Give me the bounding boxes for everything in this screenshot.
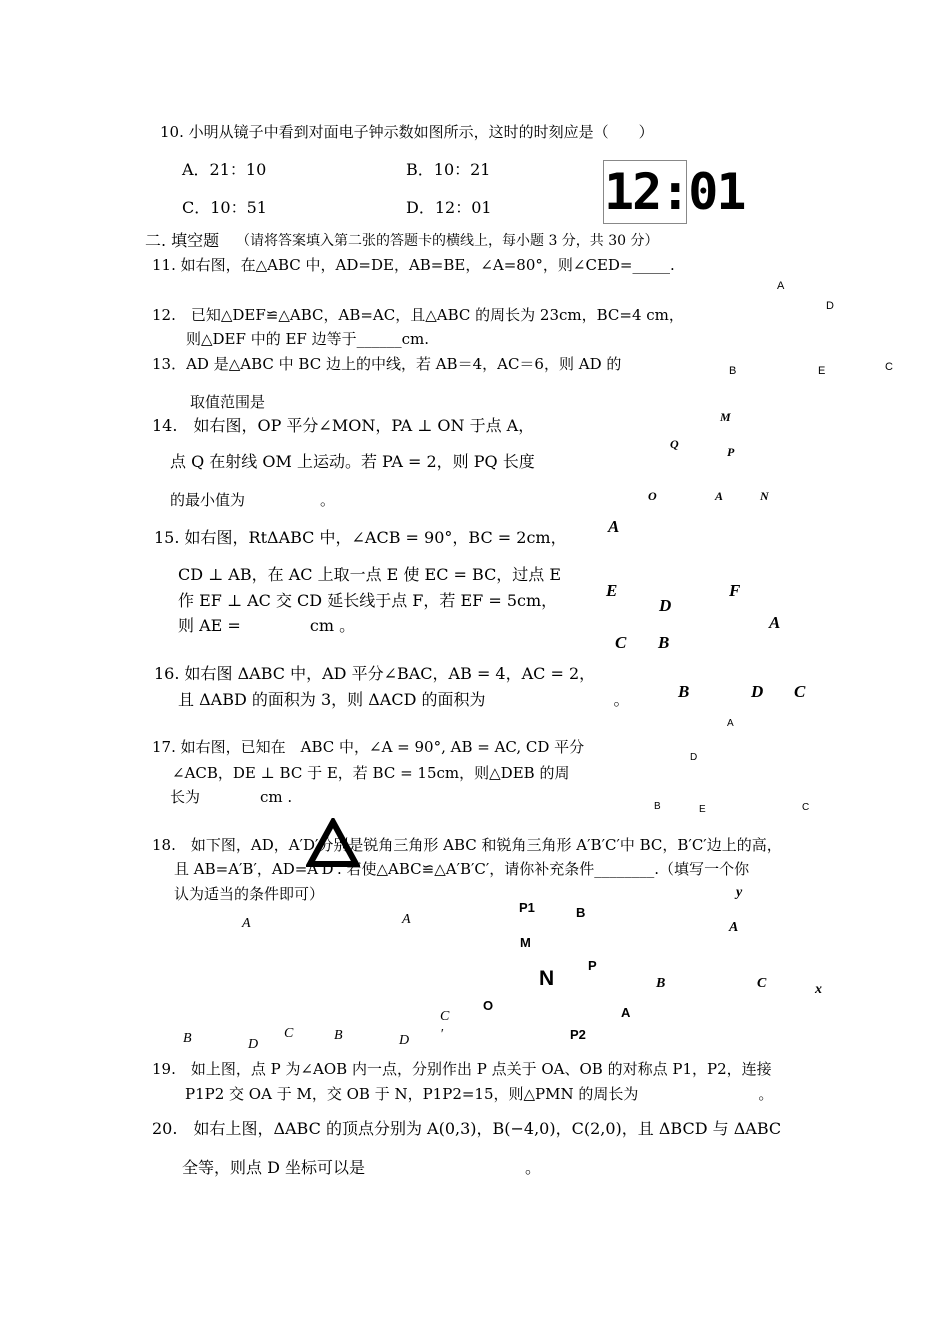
f19-label: N: [539, 967, 555, 990]
q14-line1: 14. 如右图，OP 平分∠MON，PA ⊥ ON 于点 A，: [152, 416, 535, 435]
q18-line1: 18. 如下图，AD，A′D′分别是锐角三角形 ABC 和锐角三角形 A′B′C′中 BC，B′C′边上的高，: [152, 836, 782, 854]
q17-line2: ∠ACB，DE ⊥ BC 于 E，若 BC = 15cm，则△DEB 的周: [172, 764, 570, 782]
f15-label: A: [608, 517, 620, 536]
q20-line2: 全等，则点 D 坐标可以是 。: [182, 1158, 542, 1177]
f16-label: A: [769, 613, 781, 632]
q10-option-d: D．12：01: [406, 198, 492, 217]
f18-label: C: [440, 1009, 450, 1024]
q15-line3: 作 EF ⊥ AC 交 CD 延长线于点 F，若 EF = 5cm，: [178, 591, 558, 610]
section-note: （请将答案填入第二张的答题卡的横线上，每小题 3 分，共 30 分）: [236, 233, 659, 249]
q10-option-b: B．10：21: [406, 160, 491, 179]
q10-option-a: A．21：10: [182, 160, 267, 179]
f18-label: D: [248, 1037, 259, 1052]
q17-line3: 长为 cm .: [170, 788, 293, 806]
f19-label: P1: [519, 900, 535, 915]
f14-label: P: [727, 445, 735, 459]
f15-label: C: [615, 633, 627, 652]
f16-label: C: [794, 682, 806, 701]
f11-label: C: [885, 361, 893, 373]
f17-label: A: [727, 718, 734, 729]
f19-label: P: [588, 958, 597, 973]
q13-line2: 取值范围是: [190, 393, 266, 411]
f14-label: O: [648, 489, 657, 503]
f11-label: E: [818, 365, 826, 377]
q16-line2: 且 ΔABD 的面积为 3，则 ΔACD 的面积为 。: [178, 690, 630, 709]
f19-label: P2: [570, 1027, 586, 1042]
f14-label: Q: [670, 437, 679, 451]
f18-label: C: [284, 1026, 294, 1041]
q20-line1: 20. 如右上图，ΔABC 的顶点分别为 A(0,3)，B(−4,0)，C(2,0)，且 ΔBCD 与 ΔABC: [152, 1119, 782, 1138]
f20-label: C: [757, 976, 767, 991]
f17-label: D: [690, 752, 698, 763]
f20-label: x: [815, 982, 822, 997]
f15-label: F: [729, 581, 741, 600]
f17-label: E: [699, 804, 706, 815]
q11-text: 11. 如右图，在△ABC 中，AD=DE，AB=BE，∠A=80°，则∠CED=_____.: [152, 256, 675, 274]
f19-label: O: [483, 998, 494, 1013]
f18-label: A: [402, 912, 411, 927]
f14-label: N: [760, 489, 769, 503]
f16-label: D: [751, 682, 764, 701]
digital-clock-figure: 12:01: [603, 160, 687, 224]
f14-label: A: [715, 489, 724, 503]
f11-label: B: [729, 365, 737, 377]
q13-line1: 13．AD 是△ABC 中 BC 边上的中线，若 AB＝4，AC＝6，则 AD 的: [152, 355, 622, 373]
q12-line2: 则△DEF 中的 EF 边等于______cm.: [186, 330, 429, 348]
f20-label: A: [729, 920, 739, 935]
q15-line4: 则 AE = cm 。: [178, 616, 356, 635]
f11-label: D: [826, 300, 834, 312]
q10-stem: 10. 小明从镜子中看到对面电子钟示数如图所示，这时的时刻应是（ ）: [160, 123, 654, 141]
f17-label: B: [654, 801, 661, 812]
section-title: 二. 填空题: [145, 231, 220, 250]
f19-label: A: [621, 1005, 631, 1020]
q12-line1: 12. 已知△DEF≌△ABC，AB=AC，且△ABC 的周长为 23cm，BC=4 cm，: [152, 306, 684, 324]
f15-label: E: [606, 581, 618, 600]
q14-line3: 的最小值为 。: [170, 491, 336, 509]
f11-label: A: [777, 280, 785, 292]
triangle-symbol-icon: [306, 818, 360, 868]
f17-label: C: [802, 802, 810, 813]
f20-label: B: [656, 976, 666, 991]
q17-line1: 17. 如右图，已知在 ABC 中，∠A = 90°, AB = AC, CD 平分: [152, 738, 585, 756]
f18-label: A: [242, 916, 251, 931]
q10-option-c: C．10：51: [182, 198, 267, 217]
f14-label: M: [720, 410, 731, 424]
f18-label: D: [399, 1033, 410, 1048]
q14-line2: 点 Q 在射线 OM 上运动。若 PA = 2，则 PQ 长度: [170, 452, 535, 471]
f15-label: B: [658, 633, 670, 652]
f18-label: B: [183, 1031, 192, 1046]
f18-label: ′: [440, 1027, 444, 1042]
f19-label: M: [520, 935, 531, 950]
f15-label: D: [659, 596, 672, 615]
f19-label: B: [576, 905, 586, 920]
f20-label: y: [736, 885, 743, 900]
q15-line2: CD ⊥ AB，在 AC 上取一点 E 使 EC = BC，过点 E: [178, 565, 562, 584]
q19-line2: P1P2 交 OA 于 M，交 OB 于 N，P1P2=15，则△PMN 的周长为 。: [185, 1085, 774, 1103]
f16-label: B: [678, 682, 690, 701]
q18-line3: 认为适当的条件即可）: [174, 885, 325, 903]
f18-label: B: [334, 1028, 343, 1043]
q18-line2: 且 AB=A′B′，AD=A′D′. 若使△ABC≌△A′B′C′，请你补充条件________.（填写一个你: [174, 860, 750, 878]
q15-line1: 15. 如右图，RtΔABC 中，∠ACB = 90°，BC = 2cm，: [154, 528, 567, 547]
q19-line1: 19. 如上图，点 P 为∠AOB 内一点，分别作出 P 点关于 OA、OB 的对称点 P1，P2，连接: [152, 1060, 772, 1078]
q16-line1: 16. 如右图 ΔABC 中，AD 平分∠BAC，AB = 4，AC = 2，: [154, 664, 596, 683]
